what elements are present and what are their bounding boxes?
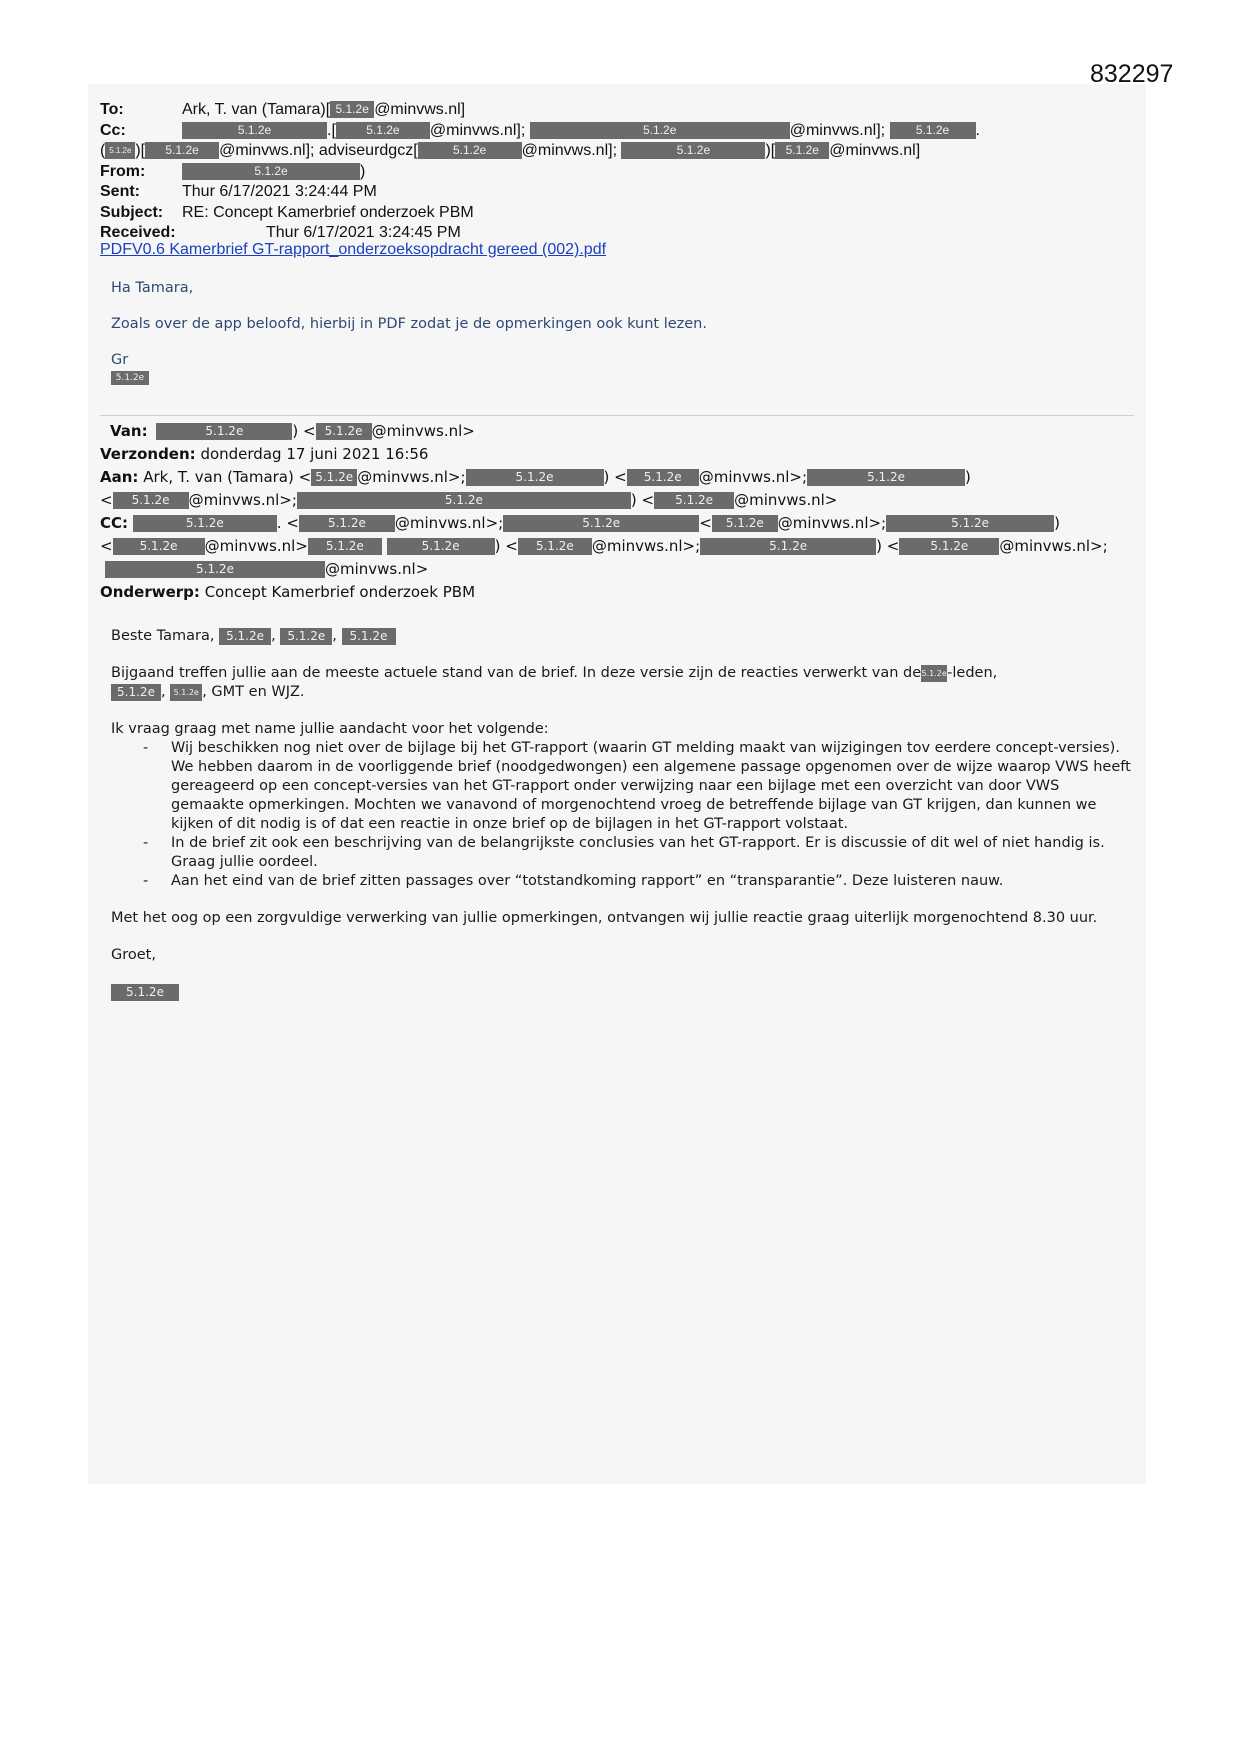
document-id: 832297 (1090, 60, 1174, 88)
cc-text: .[ (327, 121, 336, 139)
fwd-text: ) < (876, 537, 900, 555)
redaction: 5.1.2e (921, 665, 947, 682)
fwd-text: < (100, 491, 113, 509)
fwd-text: @minvws.nl> (734, 491, 838, 509)
fwd-text: ) (965, 468, 971, 486)
fwd-text: . < (276, 514, 299, 532)
paragraph-2: Ik vraag graag met name jullie aandacht voor het volgende: (111, 721, 549, 737)
subject-value: RE: Concept Kamerbrief onderzoek PBM (182, 203, 474, 221)
redaction: 5.1.2e (105, 561, 325, 578)
fwd-text: ) (1054, 514, 1060, 532)
fwd-text: @minvws.nl>; (999, 537, 1108, 555)
redaction: 5.1.2e (886, 515, 1054, 532)
aan-label: Aan: (100, 468, 139, 486)
attachment-link[interactable]: PDFV0.6 Kamerbrief GT-rapport_onderzoeksopdracht gereed (002).pdf (100, 241, 607, 258)
paragraph-1: Bijgaand treffen jullie aan de meeste actuele stand van de brief. In deze versie zijn de reacties verwerkt van de5.1.2e-leden, 5.1.2e , 5.1.2e , GMT en WJZ. (111, 665, 998, 700)
cc-text: )[ (135, 142, 146, 159)
redaction: 5.1.2e (899, 538, 999, 555)
redaction: 5.1.2e (170, 684, 202, 701)
fwd-text: < (100, 537, 113, 555)
redaction: 5.1.2e (297, 492, 631, 509)
cc-text: @minvws.nl]; (429, 121, 526, 139)
cc-text: )[ (765, 142, 776, 159)
verzonden-label: Verzonden: (100, 445, 196, 463)
to-name: Ark, T. van (Tamara)[ (182, 101, 331, 118)
fwd-text: @minvws.nl> (371, 422, 475, 440)
from-label: From: (100, 162, 146, 180)
sent-value: Thur 6/17/2021 3:24:44 PM (182, 183, 377, 200)
redaction: 5.1.2e (111, 371, 149, 385)
redaction: 5.1.2e (775, 142, 829, 159)
van-label: Van: (110, 422, 148, 440)
redaction: 5.1.2e (105, 142, 135, 159)
list-item: - Aan het eind van de brief zitten passages over “totstandkoming rapport” en “transparantie”. Deze luisteren nauw. (171, 872, 1131, 891)
paragraph-text: -leden, (947, 665, 998, 681)
paragraph-text: , GMT en WJZ. (202, 684, 305, 700)
redaction: 5.1.2e (280, 628, 332, 645)
redaction: 5.1.2e (182, 122, 327, 139)
salutation-line: Beste Tamara, 5.1.2e , 5.1.2e , 5.1.2e (111, 627, 1131, 646)
fwd-text: ) < (603, 468, 627, 486)
forwarded-header (100, 420, 1108, 604)
fwd-text: < (699, 514, 712, 532)
redaction: 5.1.2e (503, 515, 699, 532)
salutation: Beste Tamara, (111, 628, 215, 644)
redaction: 5.1.2e (387, 538, 495, 555)
paragraph-text: Bijgaand treffen jullie aan de meeste actuele stand van de brief. In deze versie zijn de reacties verwerkt van de (111, 665, 922, 681)
redaction: 5.1.2e (145, 142, 219, 159)
verzonden-value: donderdag 17 juni 2021 16:56 (200, 445, 429, 463)
fwd-text: @minvws.nl>; (357, 468, 466, 486)
redaction: 5.1.2e (627, 469, 699, 486)
redaction: 5.1.2e (330, 101, 374, 118)
redaction: 5.1.2e (654, 492, 734, 509)
from-text: ) (360, 162, 366, 180)
sent-label: Sent: (100, 183, 140, 200)
redaction: 5.1.2e (308, 538, 382, 555)
fwd-text: ) < (292, 422, 316, 440)
cc-label: Cc: (100, 121, 126, 139)
redaction: 5.1.2e (113, 538, 205, 555)
redaction: 5.1.2e (113, 492, 189, 509)
onderwerp-value: Concept Kamerbrief onderzoek PBM (204, 583, 476, 601)
to-domain: @minvws.nl] (374, 101, 466, 118)
redaction: 5.1.2e (530, 122, 790, 139)
redaction: 5.1.2e (316, 423, 372, 440)
paragraph-3: Met het oog op een zorgvuldige verwerking van jullie opmerkingen, ontvangen wij jullie reactie graag uiterlijk morgenochtend 8.30 uur. (111, 910, 1098, 926)
redaction: 5.1.2e (700, 538, 876, 555)
fwd-text: ) < (630, 491, 655, 509)
fwd-text: @minvws.nl>; (591, 537, 701, 555)
redaction: 5.1.2e (807, 469, 965, 486)
redaction: 5.1.2e (621, 142, 765, 159)
redaction: 5.1.2e (518, 538, 592, 555)
fwd-text: @minvws.nl>; (188, 491, 297, 509)
reply-message (111, 280, 707, 386)
cc-text: @minvws.nl]; (789, 121, 886, 139)
redaction: 5.1.2e (336, 122, 430, 139)
cc-text: @minvws.nl]; adviseurdgcz[ (219, 142, 418, 159)
fwd-text: @minvws.nl> (325, 560, 429, 578)
fwd-text: @minvws.nl>; (394, 514, 504, 532)
redaction: 5.1.2e (342, 628, 396, 645)
to-label: To: (100, 101, 124, 118)
cc-text: . (975, 121, 980, 139)
redaction: 5.1.2e (299, 515, 395, 532)
aan-name: Ark, T. van (Tamara) < (143, 468, 312, 486)
fwd-text: ) < (494, 537, 518, 555)
redaction: 5.1.2e (418, 142, 522, 159)
redaction: 5.1.2e (712, 515, 778, 532)
list-item: - In de brief zit ook een beschrijving van de belangrijkste conclusies van het GT-rapport. Er is discussie of dit wel of niet handig is. Graag jullie oordeel. (171, 834, 1131, 872)
cc-label: CC: (100, 514, 129, 532)
redaction: 5.1.2e (466, 469, 604, 486)
reply-text: Zoals over de app beloofd, hierbij in PDF zodat je de opmerkingen ook kunt lezen. (111, 316, 707, 332)
redaction: 5.1.2e (182, 163, 360, 180)
separator (100, 415, 1134, 416)
received-value: Thur 6/17/2021 3:24:45 PM (266, 224, 461, 241)
redaction: 5.1.2e (111, 984, 179, 1001)
redaction: 5.1.2e (311, 469, 357, 486)
bullet-list (111, 739, 1131, 891)
message-body (111, 627, 1131, 1002)
redaction: 5.1.2e (219, 628, 271, 645)
closing: Groet, (111, 947, 156, 963)
onderwerp-label: Onderwerp: (100, 583, 200, 601)
cc-text: @minvws.nl]; (521, 142, 618, 159)
redaction: 5.1.2e (156, 423, 292, 440)
list-item: - Wij beschikken nog niet over de bijlage bij het GT-rapport (waarin GT melding maakt van wijzigingen tov eerdere concept-versies). We hebben daarom in de voorliggende brief (noodgedwongen) een algemene passage opgenomen over de wijze waarop VWS heeft gereageerd op een concept-versies van het GT-rapport onder verwijzing naar een bijlage met een overzicht van door VWS gemaakte opmerkingen. Mochten we vanavond of morgenochtend vroeg de betreffende bijlage van GT krijgen, dan kunnen we kijken of dit nodig is of dat een reactie in onze brief op de bijlagen in het GT-rapport volstaat. (171, 739, 1131, 834)
subject-label: Subject: (100, 203, 164, 221)
redaction: 5.1.2e (111, 684, 161, 701)
fwd-text: @minvws.nl>; (777, 514, 887, 532)
reply-greeting: Ha Tamara, (111, 280, 194, 296)
cc-text: ( (100, 142, 106, 159)
reply-closing: Gr (111, 352, 129, 368)
fwd-text: @minvws.nl> (204, 537, 308, 555)
redaction: 5.1.2e (133, 515, 277, 532)
redaction: 5.1.2e (890, 122, 976, 139)
fwd-text: @minvws.nl>; (698, 468, 808, 486)
cc-text: @minvws.nl] (829, 142, 921, 159)
received-label: Received: (100, 224, 176, 241)
